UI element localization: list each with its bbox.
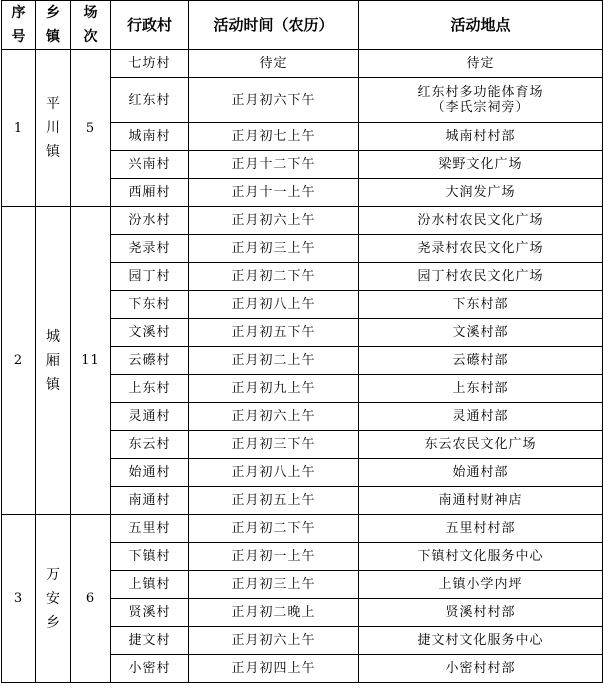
group-count: 11: [71, 207, 111, 515]
header-place: 活动地点: [359, 1, 603, 50]
time-cell: 正月初六下午: [189, 78, 359, 123]
place-cell: [359, 78, 603, 123]
time-cell: 正月初八上午: [189, 459, 359, 487]
place-line-2: （李氏宗祠旁）: [431, 100, 530, 115]
group-index: 3: [2, 515, 36, 683]
time-cell: 正月初一上午: [189, 543, 359, 571]
village-cell: 贤溪村: [111, 599, 189, 627]
time-cell: 正月初七上午: [189, 123, 359, 151]
village-cell: 上镇村: [111, 571, 189, 599]
group-township: 万安乡: [36, 515, 71, 683]
time-cell: 正月初四上午: [189, 655, 359, 683]
place-cell: 园丁村农民文化广场: [359, 263, 603, 291]
time-cell: 正月初二下午: [189, 515, 359, 543]
time-cell: 正月初六上午: [189, 403, 359, 431]
place-cell: 南通村财神店: [359, 487, 603, 515]
place-cell: 捷文村文化服务中心: [359, 627, 603, 655]
activity-schedule-table: [1, 0, 603, 683]
place-cell: 东云农民文化广场: [359, 431, 603, 459]
place-cell: 灵通村部: [359, 403, 603, 431]
time-cell: 正月初五下午: [189, 319, 359, 347]
group-count: 5: [71, 50, 111, 207]
village-cell: 云礤村: [111, 347, 189, 375]
village-cell: 城南村: [111, 123, 189, 151]
village-cell: 园丁村: [111, 263, 189, 291]
header-count: 场次: [71, 1, 111, 50]
table-row: [2, 207, 603, 235]
time-cell: 正月初三上午: [189, 571, 359, 599]
village-cell: 五里村: [111, 515, 189, 543]
place-cell: 贤溪村村部: [359, 599, 603, 627]
table-row: [2, 515, 603, 543]
place-cell: 云礤村部: [359, 347, 603, 375]
village-cell: 东云村: [111, 431, 189, 459]
village-cell: 西厢村: [111, 179, 189, 207]
village-cell: 红东村: [111, 78, 189, 123]
time-cell: 正月初二上午: [189, 347, 359, 375]
place-cell: 下东村部: [359, 291, 603, 319]
time-cell: 待定: [189, 50, 359, 78]
place-cell: 待定: [359, 50, 603, 78]
group-township: 平川镇: [36, 50, 71, 207]
place-cell: 上镇小学内坪: [359, 571, 603, 599]
group-township: 城厢镇: [36, 207, 71, 515]
place-cell: 五里村村部: [359, 515, 603, 543]
time-cell: 正月初六上午: [189, 207, 359, 235]
village-cell: 下东村: [111, 291, 189, 319]
header-township: 乡镇: [36, 1, 71, 50]
table-row: [2, 50, 603, 78]
place-cell: 下镇村文化服务中心: [359, 543, 603, 571]
time-cell: 正月初九上午: [189, 375, 359, 403]
header-time: 活动时间（农历）: [189, 1, 359, 50]
time-cell: 正月初二下午: [189, 263, 359, 291]
header-village: 行政村: [111, 1, 189, 50]
village-cell: 文溪村: [111, 319, 189, 347]
village-cell: 兴南村: [111, 151, 189, 179]
place-cell: 尧录村农民文化广场: [359, 235, 603, 263]
place-cell: 始通村部: [359, 459, 603, 487]
time-cell: 正月十一上午: [189, 179, 359, 207]
time-cell: 正月十二下午: [189, 151, 359, 179]
place-cell: 大润发广场: [359, 179, 603, 207]
village-cell: 捷文村: [111, 627, 189, 655]
place-cell: 上东村部: [359, 375, 603, 403]
village-cell: 汾水村: [111, 207, 189, 235]
time-cell: 正月初三下午: [189, 431, 359, 459]
village-cell: 下镇村: [111, 543, 189, 571]
time-cell: 正月初六上午: [189, 627, 359, 655]
village-cell: 始通村: [111, 459, 189, 487]
group-count: 6: [71, 515, 111, 683]
village-cell: 小密村: [111, 655, 189, 683]
header-row: [2, 1, 603, 50]
village-cell: 上东村: [111, 375, 189, 403]
group-index: 2: [2, 207, 36, 515]
place-cell: 汾水村农民文化广场: [359, 207, 603, 235]
time-cell: 正月初三上午: [189, 235, 359, 263]
group-index: 1: [2, 50, 36, 207]
time-cell: 正月初二晚上: [189, 599, 359, 627]
time-cell: 正月初五上午: [189, 487, 359, 515]
place-cell: 小密村村部: [359, 655, 603, 683]
place-line-1: 红东村多功能体育场: [417, 85, 544, 100]
village-cell: 灵通村: [111, 403, 189, 431]
place-cell: 梁野文化广场: [359, 151, 603, 179]
place-cell: 城南村村部: [359, 123, 603, 151]
village-cell: 南通村: [111, 487, 189, 515]
header-index: 序号: [2, 1, 36, 50]
village-cell: 尧录村: [111, 235, 189, 263]
time-cell: 正月初八上午: [189, 291, 359, 319]
place-cell: 文溪村部: [359, 319, 603, 347]
village-cell: 七坊村: [111, 50, 189, 78]
